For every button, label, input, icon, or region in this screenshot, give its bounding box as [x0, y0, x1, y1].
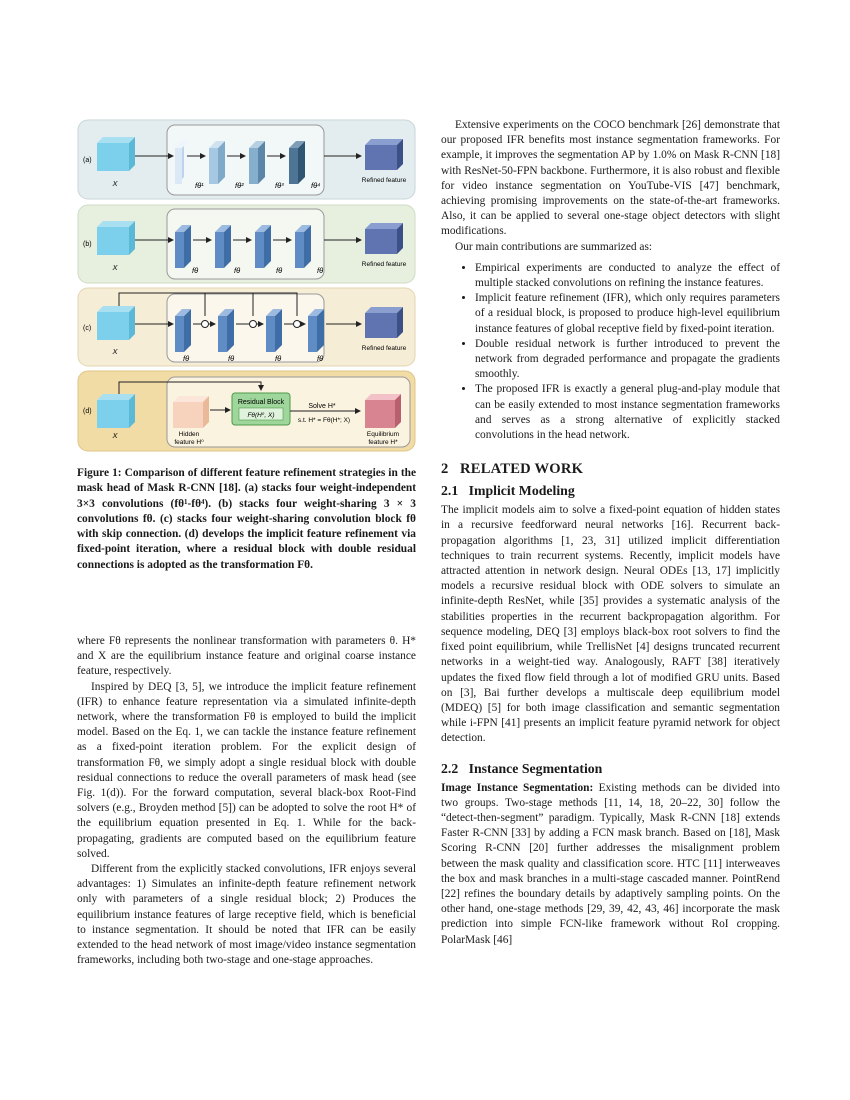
eq-label-d-1: Equilibrium	[366, 431, 400, 438]
conv-slab-a4	[289, 141, 305, 184]
residual-formula-d: Fθ(H⁰, X)	[247, 412, 275, 419]
f-label-c4: fθ	[317, 354, 324, 363]
figure-caption: Figure 1: Comparison of different feature refinement strategies in the mask head of Mask R-CNN [18]. (a) stacks four weight-independent 3×3 convolutions (fθ¹-fθ⁴). (b) stacks four weight-sharing 3 × 3 convolutions fθ. (c) stacks four weight-sharing convolution block fθ with skip connection. (d) develops the implicit feature refinement via fixed-point iteration, where a residual block with double residual connections is adopted as the transformation Fθ.	[77, 467, 416, 571]
section-2-heading: 2 RELATED WORK	[441, 461, 584, 478]
f-label-a2: fθ²	[235, 181, 244, 190]
subsection-2-2-text: Existing methods can be divided into two groups. Two-stage methods [11, 14, 18, 20–22, 30] follow the “detect-then-segment” paradigm. Typically, Mask R-CNN [18] extends Faster R-CNN [33] by adding a FCN mask branch. Based on [18], Mask Scoring R-CNN [20] further addresses the misalignment problem between the mask quality and classification score. HTC [11] interweaves the box and mask branches in a multi-stage cascaded manner. PointRend [22] refines the boundary details by adaptively sampling points. On the other hand, one-stage methods [29, 39, 42, 43, 46] incorporate the mask prediction into simple FCN-like framework without RoI cropping. PolarMask [46]	[441, 781, 780, 946]
conv-slab-b4	[295, 225, 311, 268]
subsection-2-2-body	[441, 781, 780, 948]
right-column	[441, 118, 780, 948]
hidden-label-d-1: Hidden	[178, 431, 200, 438]
hidden-cube-d	[173, 396, 209, 428]
x-label-b: X	[112, 263, 118, 272]
contribution-item: • Empirical experiments are conducted to analyze the effect of multiple stacked convolutions on refining the instance features.	[475, 261, 780, 291]
subsection-2-1-heading: 2.1 Implicit Modeling	[441, 483, 575, 499]
contribution-item: • Double residual network is further introduced to prevent the network from degraded performance and propagate the gradients smoothly.	[475, 337, 780, 383]
refined-label-b: Refined feature	[361, 261, 407, 268]
contribution-item: • Implicit feature refinement (IFR), which only requires parameters of a residual block, is proposed to produce high-level equilibrium instance features of global receptive field by fixed-point iteration.	[475, 291, 780, 337]
refined-label-c: Refined feature	[361, 345, 407, 352]
left-para-1: where Fθ represents the nonlinear transformation with parameters θ. H* and X are the equilibrium instance feature and original coarse instance feature, respectively.	[77, 635, 416, 678]
f-label-a4: fθ⁴	[311, 181, 321, 190]
conv-slab-c1	[175, 309, 191, 352]
x-label-d: X	[112, 431, 118, 440]
left-para-3: Different from the explicitly stacked convolutions, IFR enjoys several advantages: 1) Simulates an infinite-depth feature refinement network only with parameters of a single residual block; 2) Produces the equilibrium instance features of large receptive field, which is beneficial to instance segmentation. It should be noted that IFR can be easily extended to the head network of most image/video instance segmentation frameworks, including both two-stage and one-stage approaches.	[77, 863, 416, 967]
f-label-b4: fθ	[317, 266, 324, 275]
x-cube-a	[97, 137, 135, 171]
x-cube-d	[97, 394, 135, 428]
equilibrium-cube-d	[365, 394, 401, 428]
row-d-label: (d)	[83, 408, 92, 415]
subsection-2-2-heading: 2.2 Instance Segmentation	[441, 760, 603, 776]
row-b-label: (b)	[83, 241, 92, 248]
conv-slab-c3	[266, 309, 282, 352]
refined-label-a: Refined feature	[361, 177, 407, 184]
x-label-c: X	[112, 347, 118, 356]
refined-cube-c	[365, 307, 403, 338]
f-label-a3: fθ³	[275, 181, 284, 190]
x-cube-c	[97, 306, 135, 340]
row-a-label: (a)	[83, 157, 92, 164]
x-cube-b	[97, 221, 135, 255]
conv-slab-a3	[249, 141, 265, 184]
refined-cube-a	[365, 139, 403, 170]
right-para-1: Extensive experiments on the COCO benchmark [26] demonstrate that our proposed IFR benefits most instance segmentation frameworks. For example, it improves the segmentation AP by 1.0% on Mask R-CNN [18] with ResNet-50-FPN backbone. Furthermore, it is also robust and flexible for video instance segmentation on YouTube-VIS [47] benchmark, achieving promising improvements on the state-of-the-art frameworks. Also, it can be applied to several one-stage object detectors with slight modifications.	[441, 119, 780, 238]
f-label-c3: fθ	[275, 354, 282, 363]
solve-label-d: Solve H*	[308, 403, 336, 410]
contribution-item: • The proposed IFR is exactly a general plug-and-play module that can be easily extended to most instance segmentation frameworks and serves as a strong alternative of explicitly stacked convolutions in the head network.	[475, 382, 780, 443]
conv-slab-b2	[215, 225, 231, 268]
conv-slab-a2	[209, 141, 225, 184]
row-c-label: (c)	[83, 325, 92, 332]
conv-slab-c4	[308, 309, 324, 352]
f-label-a1: fθ¹	[195, 181, 204, 190]
row-a	[78, 120, 415, 199]
x-label-a: X	[112, 179, 118, 188]
subsection-2-1-body: The implicit models aim to solve a fixed-point equation of hidden states in a recursive feedforward neural networks [16]. Recurrent back-propagation algorithms [1, 23, 31] utilized implicit differentiation techniques to train recurrent systems. Recently, implicit models have attracted attention in network design. Neural ODEs [13, 17] implicitly models a recursive residual block with ODE solvers to simulate an infinite-depth ResNet, while [35] provides a systematic analysis of the stabilities properties in the recurrent backpropagation algorithm. For sequence modeling, DEQ [3] employs black-box root solvers to find the fixed point equilibrium, while TrellisNet [4] designs truncated recurrent networks in a weight-tied way. Analogously, RAFT [38] iteratively updates the fixed flow field through a lot of modified GRU units. Based on [3], Bai further develops a multiscale deep equilibrium model (MDEQ) [5] for both image classification and semantic segmentation while i-FPN [41] presents an implicit feature pyramid network for object detection.	[441, 504, 780, 745]
runin-heading: Image Instance Segmentation:	[441, 781, 594, 794]
figure-1	[77, 118, 416, 454]
hidden-label-d-2: feature H⁰	[174, 439, 204, 446]
st-label-d: s.t. H* = Fθ(H*; X)	[297, 417, 351, 424]
residual-title-d: Residual Block	[237, 399, 285, 406]
conv-slab-c2	[218, 309, 234, 352]
f-label-b3: fθ	[276, 266, 283, 275]
left-para-2: Inspired by DEQ [3, 5], we introduce the implicit feature refinement (IFR) to enhance feature representation via a simulated infinite-depth network, where the transformation Fθ is employed to build the implicit model. Based on the Eq. 1, we can tackle the instance feature refinement as a fixed-point iteration problem. For the explicit design of transformation Fθ, we simply adopt a single residual block with double residual connections to reduce the overall parameters of mask head (see Fig. 1(d)). For the forward computation, several black-box Root-Find solvers (e.g., Broyden method [5]) can be adopted to solve the root H* of the equilibrium equation presented in Eq. 1. While for the back-propagating, gradients are computed based on the equilibrium feature solved.	[77, 680, 416, 860]
refined-cube-b	[365, 223, 403, 254]
f-label-c1: fθ	[183, 354, 190, 363]
conv-slab-b3	[255, 225, 271, 268]
f-label-b2: fθ	[234, 266, 241, 275]
f-label-b1: fθ	[192, 266, 199, 275]
right-para-2: Our main contributions are summarized as:	[455, 240, 653, 253]
row-d	[78, 371, 415, 451]
eq-label-d-2: feature H*	[368, 439, 398, 446]
contributions-list	[441, 261, 780, 443]
figure-1-diagram	[77, 118, 416, 454]
f-label-c2: fθ	[228, 354, 235, 363]
left-column	[77, 634, 416, 968]
row-b	[78, 205, 415, 283]
conv-slab-b1	[175, 225, 191, 268]
row-c	[78, 288, 415, 366]
residual-block-d	[232, 393, 290, 425]
